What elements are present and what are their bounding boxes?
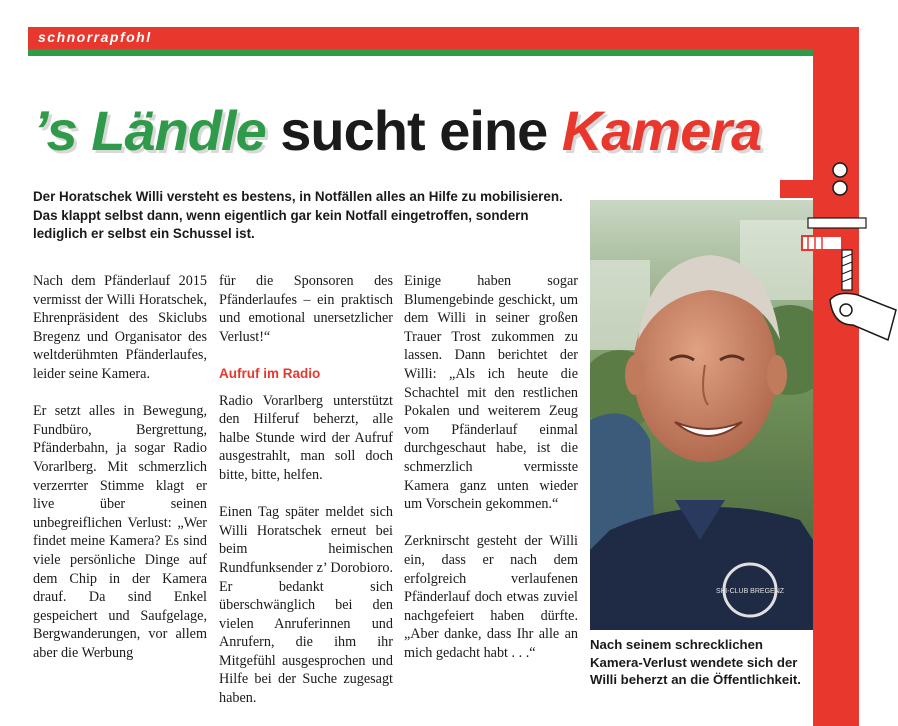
paragraph: Nach dem Pfänderlauf 2015 vermisst der Willi Horatschek, Ehrenpräsident des Skiclubs Bregenz und Organisator des weltderühmten Pfänderlaufes, leider seine Kamera. bbox=[33, 273, 207, 382]
photo-caption: Nach seinem schrecklichen Kamera-Verlust wendete sich der Willi beherzt an die Öffentlichkeit. bbox=[590, 637, 801, 687]
kicker-label: schnorrapfohl bbox=[38, 29, 152, 45]
paragraph: Einige haben sogar Blumengebinde geschickt, um dem Willi in seiner großen Trauer Trost zukommen zu lassen. Dann berichtet der Willi: „Als ich heute die Schachtel mit den restlichen Pokalen und weiterem Zeug vom Pfänderlauf einmal durchgeschaut habe, ist die schmerzlich vermisste Kamera ganz unten wieder um Vorschein gekommen.“ bbox=[404, 273, 578, 513]
headline bbox=[33, 96, 803, 166]
club-badge-text: SKI-CLUB BREGENZ bbox=[715, 588, 785, 595]
article-column-3 bbox=[404, 272, 578, 681]
green-rule bbox=[28, 49, 813, 56]
section-subhead: Aufruf im Radio bbox=[219, 365, 321, 381]
lead-paragraph: Der Horatschek Willi versteht es bestens, in Notfällen alles an Hilfe zu mobilisieren. Das klappt selbst dann, wenn eigentlich gar kein Notfall eingetroffen, sondern lediglich er selbst ein Schussel ist. bbox=[33, 189, 563, 241]
article-column-1 bbox=[33, 272, 207, 681]
headline-part-1: ’s Ländle bbox=[33, 99, 266, 162]
paragraph: für die Sponsoren des Pfänderlaufes – ein praktisch und emotional unersetzlicher Verlust!“ bbox=[219, 273, 393, 345]
article-column-2 bbox=[219, 272, 393, 726]
clamp-tool-icon bbox=[778, 150, 898, 370]
red-side-column bbox=[813, 27, 859, 726]
headline-part-2: sucht eine bbox=[280, 99, 548, 162]
paragraph: Einen Tag später meldet sich Willi Horatschek erneut bei beim heimischen Rundfunksender z’ Dorobioro. Er bedankt sich überschwänglich bei den vielen Anruferinnen und Anrufern, die ihm ihr Mitgefühl ausgesprochen und Hilfe bei der Suche zugesagt haben. bbox=[219, 504, 393, 707]
paragraph: Er setzt alles in Bewegung, Fundbüro, Bergrettung, Pfänderbahn, ja sogar Radio Vorarlberg. Mit schmerzlich verzerrter Stimme klagt er live über seinen unbegreiflichen Verlust: „Wer findet meine Kamera? Es sind viele persönliche Dinge auf dem Chip in der Kamera drauf. Da sind Enkel gespeichert und Saufgelage, Bergwanderungen, vor allem aber die Werbung bbox=[33, 403, 207, 661]
paragraph: Radio Vorarlberg unterstützt den Hilferuf beherzt, alle halbe Stunde wird der Aufruf ausgestrahlt, man soll doch bitte, bitte, helfen. bbox=[219, 392, 393, 483]
headline-part-3: Kamera bbox=[561, 99, 762, 162]
paragraph: Zerknirscht gesteht der Willi ein, dass er nach dem erfolgreich verlaufenen Pfänderlauf doch etwas zuviel nachgefeiert haben dürfte. „Aber danke, dass Ihr alle an mich gedacht habt . . .“ bbox=[404, 533, 578, 661]
